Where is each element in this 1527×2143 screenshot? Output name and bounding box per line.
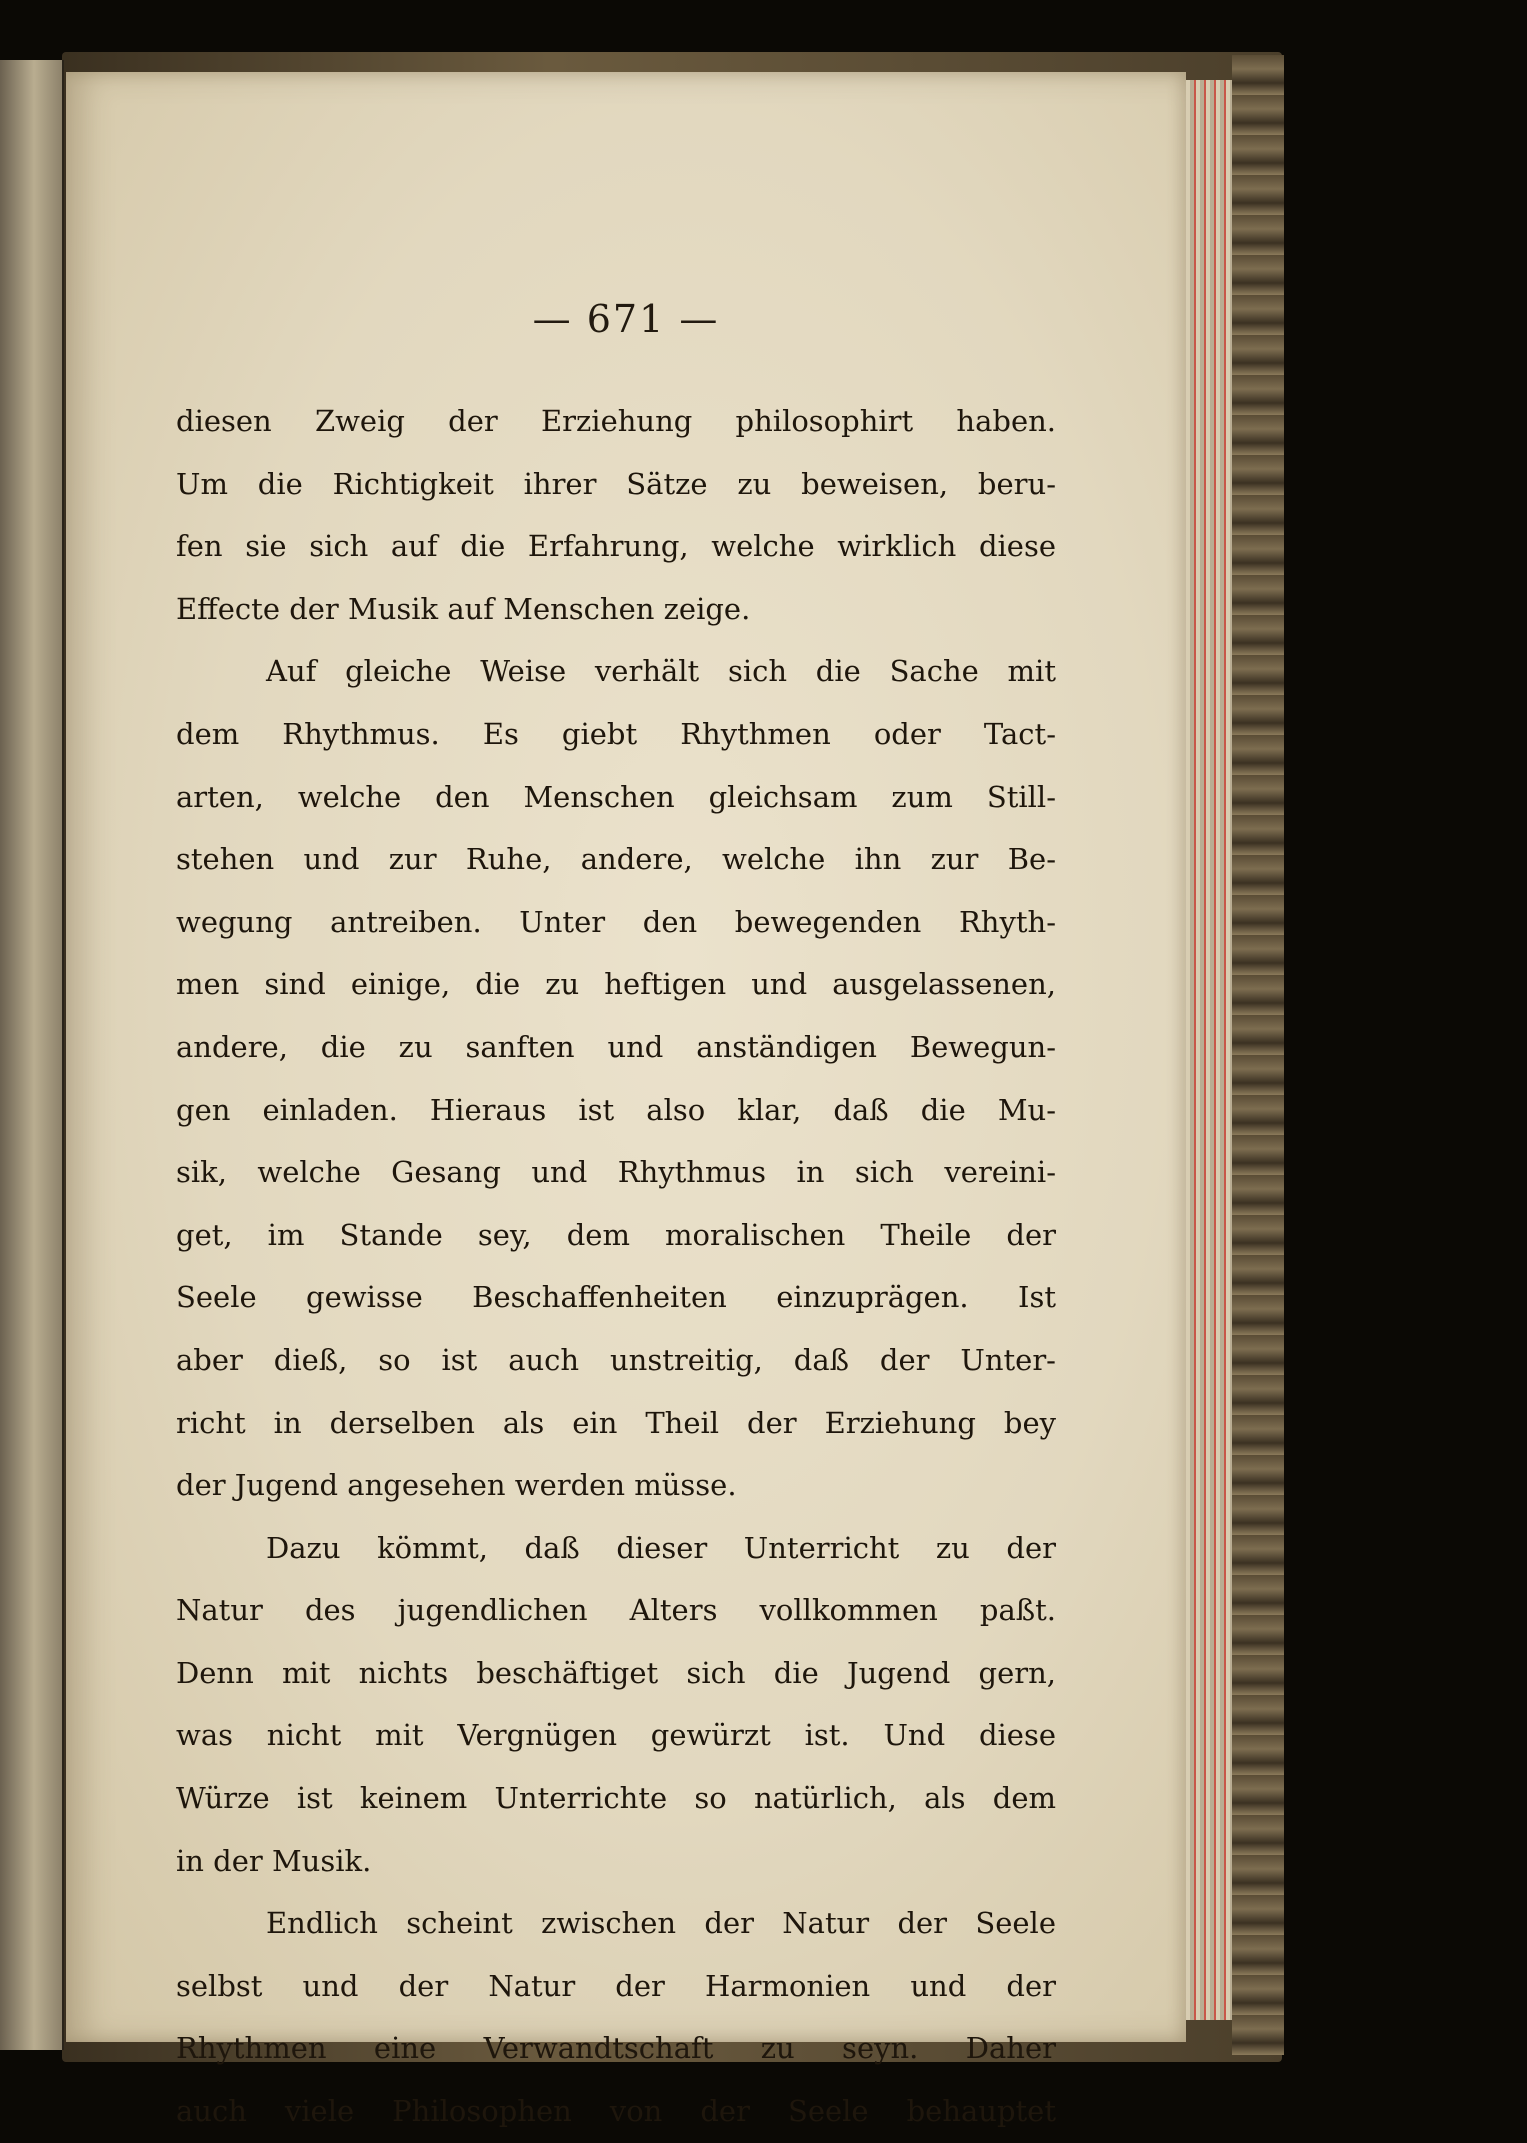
text-line: sik, welche Gesang und Rhythmus in sich vereini- [176,1155,1056,1190]
text-line: Dazu kömmt, daß dieser Unterricht zu der [266,1530,1056,1565]
text-line: aber dieß, so ist auch unstreitig, daß der Unter- [176,1342,1056,1377]
text-line: Endlich scheint zwischen der Natur der Seele [266,1906,1056,1941]
text-line: richt in derselben als ein Theil der Erziehung bey [176,1405,1056,1440]
text-line: Rhythmen eine Verwandtschaft zu seyn. Daher [176,2031,1056,2066]
text-line: dem Rhythmus. Es giebt Rhythmen oder Tact- [176,716,1056,751]
text-line: fen sie sich auf die Erfahrung, welche wirklich diese [176,529,1056,564]
page-text [176,390,1056,2143]
text-line: Seele gewisse Beschaffenheiten einzuprägen. Ist [176,1280,1056,1315]
text-line: Auf gleiche Weise verhält sich die Sache mit [266,654,1056,689]
text-line: arten, welche den Menschen gleichsam zum Still- [176,779,1056,814]
text-line: andere, die zu sanften und anständigen Bewegun- [176,1029,1056,1064]
text-line: get, im Stande sey, dem moralischen Theile der [176,1217,1056,1252]
text-line: selbst und der Natur der Harmonien und der [176,1968,1056,2003]
text-line: Natur des jugendlichen Alters vollkommen paßt. [176,1593,1056,1628]
text-line: Denn mit nichts beschäftiget sich die Jugend gern, [176,1655,1056,1690]
left-page-edge [0,60,64,2050]
text-line: men sind einige, die zu heftigen und ausgelassenen, [176,967,1056,1002]
text-line: in der Musik. [176,1843,372,1878]
text-line: auch viele Philosophen von der Seele behauptet [176,2094,1056,2129]
text-line: Um die Richtigkeit ihrer Sätze zu beweisen, beru- [176,466,1056,501]
text-line: was nicht mit Vergnügen gewürzt ist. Und diese [176,1718,1056,1753]
page [66,72,1186,2129]
text-line: Effecte der Musik auf Menschen zeige. [176,591,751,626]
text-line: diesen Zweig der Erziehung philosophirt haben. [176,404,1056,438]
cover-edge [1232,55,1284,2055]
text-line: gen einladen. Hieraus ist also klar, daß die Mu- [176,1092,1056,1127]
text-line: wegung antreiben. Unter den bewegenden Rhyth- [176,904,1056,939]
page-edges [1180,80,1232,2020]
page-number: — 671 — [532,297,720,341]
text-line: der Jugend angesehen werden müsse. [176,1468,737,1503]
text-line: Würze ist keinem Unterrichte so natürlich, als dem [176,1781,1056,1816]
text-line: stehen und zur Ruhe, andere, welche ihn zur Be- [176,842,1056,877]
